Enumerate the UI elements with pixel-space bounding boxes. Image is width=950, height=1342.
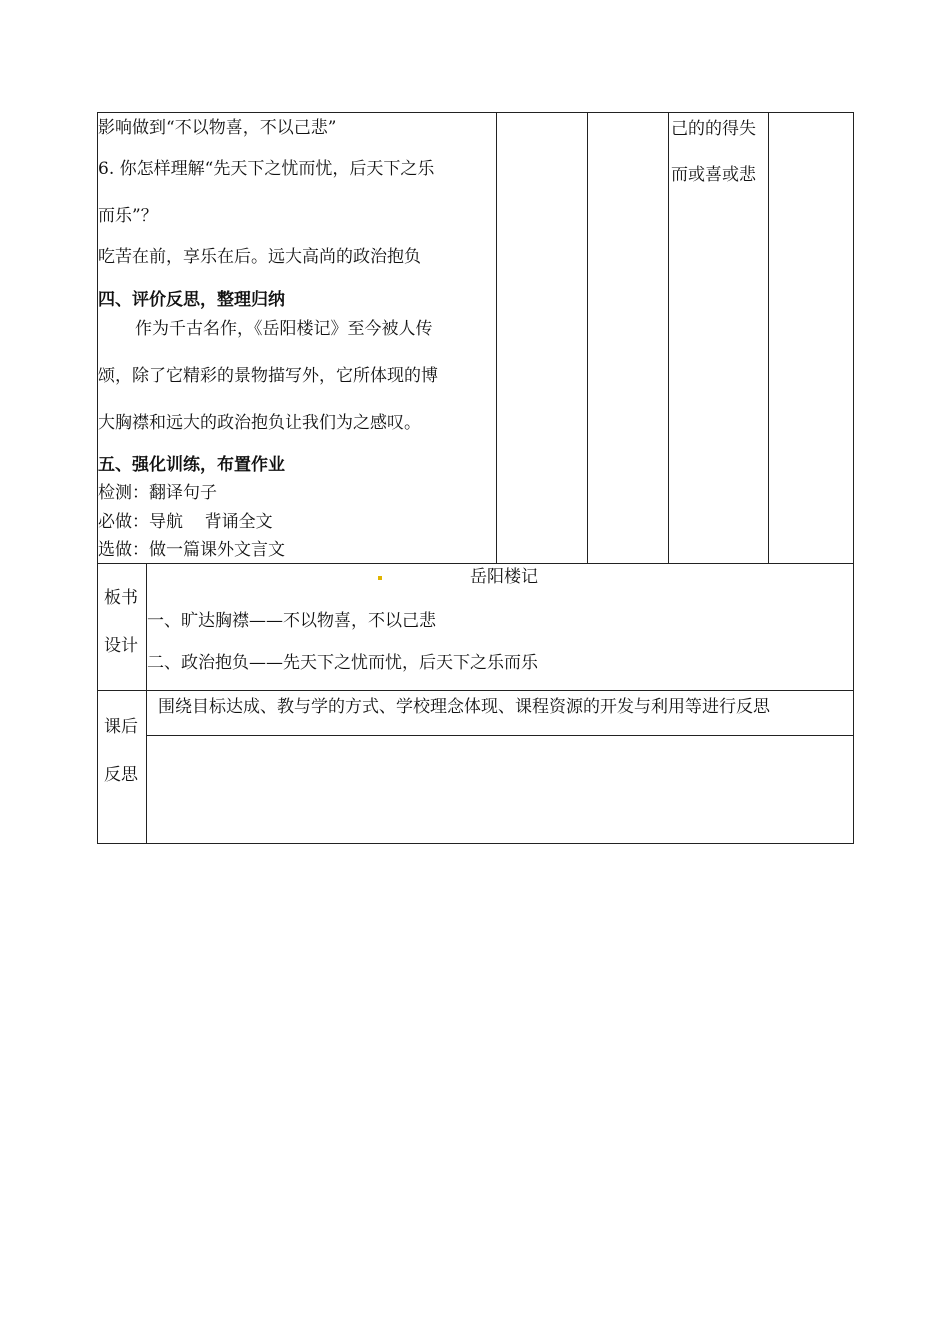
table-right-border — [853, 112, 854, 844]
content-line-4: 吃苦在前，享乐在后。远大高尚的政治抱负 — [98, 247, 421, 267]
section5-line-3: 选做：做一篇课外文言文 — [98, 540, 285, 560]
section-heading-5: 五、强化训练，布置作业 — [98, 455, 285, 475]
row-divider-board — [97, 563, 854, 564]
reflection-prompt: 围绕目标达成、教与学的方式、学校理念体现、课程资源的开发与利用等进行反思 — [158, 697, 770, 717]
board-label-line-2: 设计 — [104, 636, 138, 656]
col-divider-4 — [768, 112, 769, 563]
section5-line-2: 必做：导航 背诵全文 — [98, 512, 273, 532]
decorative-dot — [378, 576, 382, 580]
board-title: 岳阳楼记 — [470, 567, 538, 587]
reflection-writing-area[interactable] — [147, 736, 853, 843]
board-line-1: 一、旷达胸襟——不以物喜，不以己悲 — [147, 611, 436, 631]
content-line-3: 而乐”？ — [98, 206, 158, 226]
row-divider-reflection — [97, 690, 854, 691]
col-divider-2 — [587, 112, 588, 563]
section4-line-2: 颂，除了它精彩的景物描写外，它所体现的博 — [98, 366, 438, 386]
section4-line-3: 大胸襟和远大的政治抱负让我们为之感叹。 — [98, 413, 421, 433]
board-label-line-1: 板书 — [104, 588, 138, 608]
col-divider-3 — [668, 112, 669, 563]
section-heading-4: 四、评价反思，整理归纳 — [98, 290, 285, 310]
reflection-label-line-1: 课后 — [104, 717, 138, 737]
side-column-line-2: 而或喜或悲 — [671, 165, 756, 185]
section4-line-1: 作为千古名作，《岳阳楼记》至今被人传 — [135, 319, 433, 339]
board-line-2: 二、政治抱负——先天下之忧而忧，后天下之乐而乐 — [147, 653, 538, 673]
content-line-1: 影响做到“不以物喜，不以己悲” — [98, 118, 337, 138]
reflection-label-line-2: 反思 — [104, 765, 138, 785]
col-divider-1 — [496, 112, 497, 563]
table-top-border — [97, 112, 854, 113]
table-bottom-border — [97, 843, 854, 844]
side-column-line-1: 己的的得失 — [671, 119, 756, 139]
section5-line-1: 检测：翻译句子 — [98, 483, 217, 503]
content-line-2: 6. 你怎样理解“先天下之忧而忧，后天下之乐 — [98, 159, 435, 179]
